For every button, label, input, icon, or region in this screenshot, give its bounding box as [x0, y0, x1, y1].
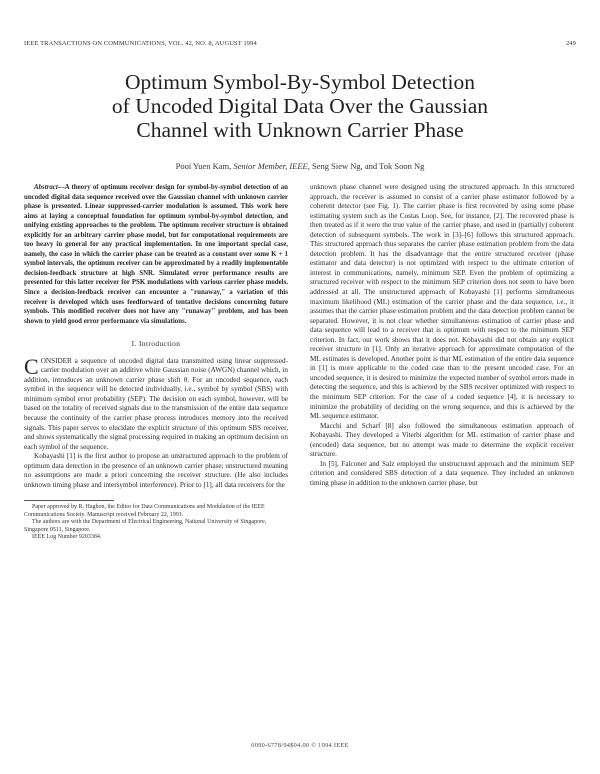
intro-paragraph-1	[24, 353, 288, 452]
abstract-text: —A theory of optimum receiver design for symbol-by-symbol detection of an uncoded digital data sequence received over the Gaussian channel with unknown carrier phase is presented. Linear suppressed-carrier modulation is assumed. This work here aims at laying a conceptual foundation for optimum symbol-by-symbol detection, and unifying existing approaches to the problem. The optimum receiver structure is obtained explicitly for an arbitrary carrier phase model, but for computational requirements are too heavy in general for any practical implementation. In one important special case, namely, the case in which the carrier phase can be treated as a constant over some K + 1 symbol intervals, the optimum receiver can be approximated by a readily implementable decision-feedback structure at high SNR. Simulated error performance results are presented for this latter receiver for PSK modulations with various carrier phase models. Since a decision-feedback receiver can encounter a "runaway," a variation of this receiver is developed which uses feedforward of tentative decisions concerning future symbols. This modified receiver does not have any "runaway" problem, and has been shown to yield good error performance via simulations.	[24, 184, 288, 325]
footnote	[24, 504, 288, 541]
footnote-rule	[24, 500, 114, 501]
journal-name: IEEE TRANSACTIONS ON COMMUNICATIONS, VOL. 42, NO. 8, AUGUST 1994	[24, 40, 257, 47]
title-line-3: Channel with Unknown Carrier Phase	[136, 118, 464, 142]
footnote-1: Paper approved by R. Haghon, the Editor for Data Communications and Modulation of the IEEE Communications Society. Manuscript received February 22, 1991.	[24, 504, 265, 518]
intro-paragraph-2: Kobayashi [1] is the first author to propose an unstructured approach to the problem of optimum data detection in the presence of an unknown carrier phase; unstructured meaning no assumptions are made a priori concerning the receiver structure. (He also includes unknown timing phase and intersymbol interference). Prior to [1], all data receivers for the	[24, 452, 288, 489]
left-column	[24, 183, 288, 541]
title-line-1: Optimum Symbol-By-Symbol Detection	[125, 70, 475, 94]
footnote-3: IEEE Log Number 9203384.	[32, 534, 102, 541]
abstract	[24, 183, 288, 326]
paper-title	[60, 70, 540, 142]
author-line	[40, 161, 560, 171]
author-1-role: Senior Member, IEEE,	[233, 161, 310, 171]
running-header	[24, 40, 576, 52]
right-paragraph-1: unknown phase channel were designed using the structured approach. In this structured approach, the receiver is assumed to consist of a carrier phase estimator followed by a coherent detector (see Fig. 1). The carrier phase is first recovered by using some phase estimating system such as the Costas Loop. See, for instance, [2]. The recovered phase is then treated as if it were the true value of the carrier phase, and used in (partially) coherent detection of subsequent symbols. The work in [3]–[6] follows this structured approach. This structured approach thus separates the carrier phase estimation problem from the data detection problem. It has the disadvantage that the entire structured receiver (phase estimator and data detector) is not optimized with respect to the ultimate criterion of interest in communications, namely, minimum SEP. Even the problem of optimizing a structured receiver with respect to the minimum SEP criterion does not seem to have been addressed at all. The unstructured approach of Kobayashi [1] performs simultaneous maximum likelihood (ML) estimation of the carrier phase and the data sequence, i.e., it assumes that the carrier phase estimation problem and the data detection problem cannot be separated. However, it is not clear whether simultaneous estimation of carrier phase and data sequence will lead to a receiver that is optimum with respect to the minimum SEP criterion. In fact, our work shows that it does not. Kobayashi did not obtain any explicit receiver structure in [1]. Only an iterative approach for approximate computation of the ML estimates is developed. Another point is that ML estimation of the entire data sequence in [1] is more applicable to the coded case than to the present uncoded case. For an uncoded sequence, it is desired to minimize the expected number of symbol errors made in detecting the sequence, and this is achieved by the SBS receiver optimized with respect to the minimum SEP criterion. For the case of a coded sequence [4], it is necessary to minimize the probability of deciding on the wrong sequence, and this is achieved by the ML sequence estimator.	[310, 183, 574, 421]
author-2-3: Seng Siew Ng, and Tok Soon Ng	[312, 161, 425, 171]
drop-cap: C	[24, 353, 39, 379]
abstract-lead: Abstract	[34, 184, 58, 191]
footnote-2: The authors are with the Department of Electrical Engineering, National University of Singapore, Singapore 0511, Singapore.	[24, 519, 267, 533]
section-heading: I. Introduction	[131, 339, 181, 349]
page-number: 249	[565, 40, 576, 47]
intro-paragraph-1-text: ONSIDER a sequence of uncoded digital data transmitted using linear suppressed-carrier modulation over an additive white Gaussian noise (AWGN) channel which, in addition, introduces an unknown carrier phase shift θ. For an uncoded sequence, each symbol in the sequence will be detected individually, i.e., symbol by symbol (SBS) with minimum symbol error probability (SEP). The decision on each symbol, however, will be based on the totality of received signals due to the transmission of the entire data sequence because the continuity of the carrier phase process introduces memory into the received signals. This paper serves to elucidate the explicit structure of this optimum SBS receiver, and shows systematically the signal processing required in making an optimum decision on each symbol of the sequence.	[24, 356, 288, 451]
copyright-footer: 0090-6778/94$04.00 © 1994 IEEE	[251, 742, 349, 749]
right-paragraph-2: Macchi and Scharf [8] also followed the simultaneous estimation approach of Kobayashi. They developed a Viterbi algorithm for ML estimation of carrier phase and (encoded) data sequence, but no attempt was made to determine the explicit receiver structure.	[310, 421, 574, 459]
right-column	[310, 183, 574, 489]
right-paragraph-3: In [5], Falconer and Salz employed the unstructured approach and the minimum SEP criterion and considered SBS detection of a data sequence. They included an unknown timing phase in addition to the unknown carrier phase, but	[310, 459, 574, 487]
title-line-2: of Uncoded Digital Data Over the Gaussian	[111, 94, 489, 118]
author-1: Pooi Yuen Kam,	[175, 161, 232, 171]
